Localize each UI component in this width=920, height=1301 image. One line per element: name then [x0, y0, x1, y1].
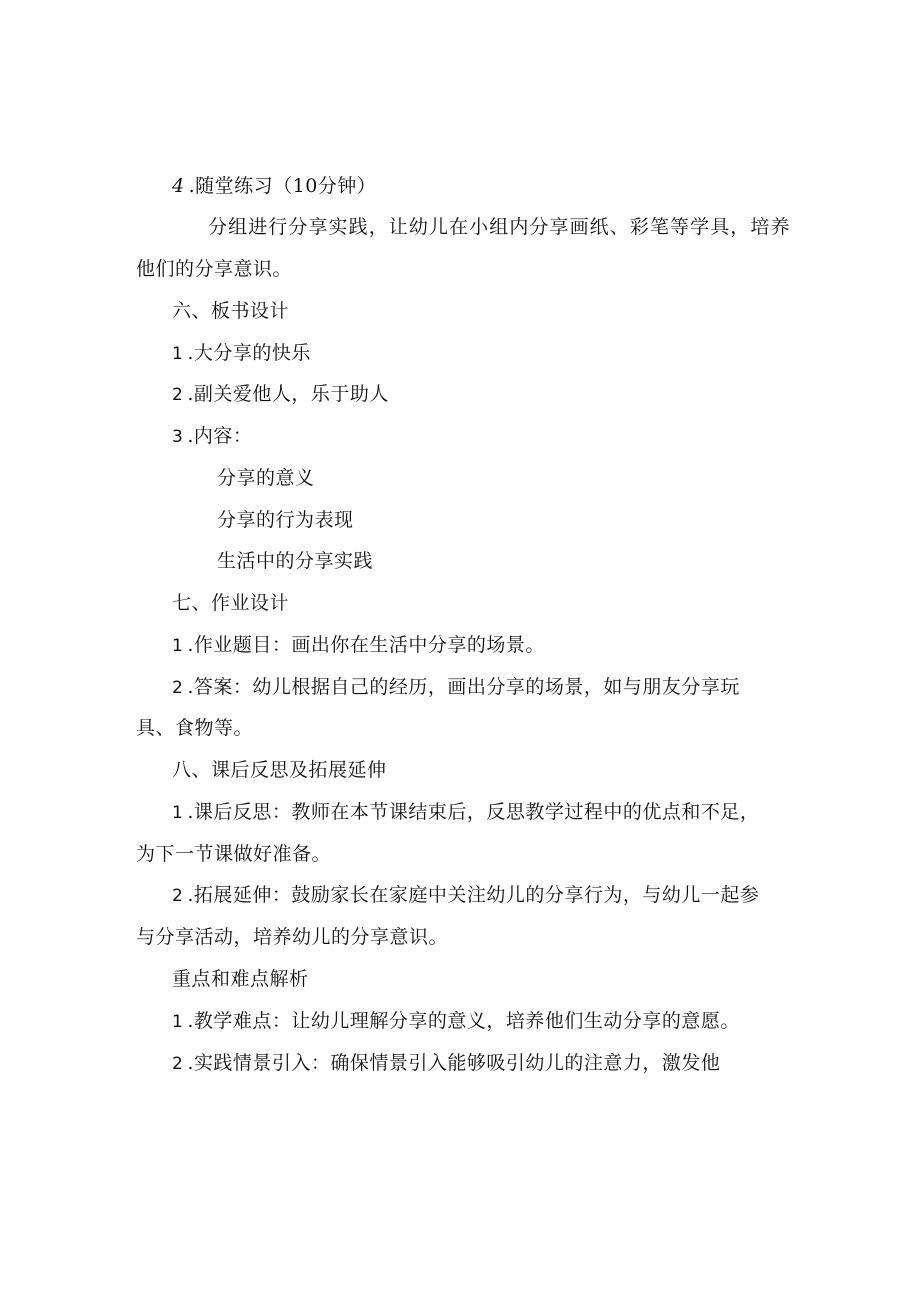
board-item-1-number: 1: [172, 344, 184, 364]
homework-item-2-text-line1: .答案：幼儿根据自己的经历，画出分享的场景，如与朋友分享玩: [187, 676, 740, 698]
board-sub-item-3: 生活中的分享实践: [217, 550, 374, 572]
practice-paragraph-line1: 分组进行分享实践，让幼儿在小组内分享画纸、彩笔等学具，培养: [208, 216, 790, 238]
practice-paragraph-line2: 他们的分享意识。: [136, 258, 293, 280]
homework-item-2-line2: 具、食物等。: [136, 717, 254, 739]
board-item-3: [172, 423, 252, 450]
reflection-item-1-line1: [172, 799, 759, 826]
board-item-3-number: 3: [172, 427, 184, 447]
homework-item-1-number: 1: [172, 636, 184, 656]
keypoints-item-1: [172, 1008, 740, 1035]
reflection-item-2-line2: 与分享活动，培养幼儿的分享意识。: [136, 926, 449, 948]
board-item-3-text: .内容：: [187, 425, 253, 447]
keypoints-heading: 重点和难点解析: [172, 968, 309, 990]
keypoints-item-1-number: 1: [172, 1012, 184, 1032]
reflection-item-2-number: 2: [172, 886, 184, 906]
board-item-2: [172, 381, 389, 408]
keypoints-item-2-number: 2: [172, 1054, 184, 1074]
homework-item-2-line1: [172, 674, 740, 701]
reflection-item-2-line1: [172, 882, 759, 909]
reflection-heading: 八、课后反思及拓展延伸: [172, 759, 387, 781]
board-item-2-text: .副关爱他人，乐于助人: [187, 383, 389, 405]
homework-item-1: [172, 632, 545, 659]
homework-heading: 七、作业设计: [172, 592, 290, 614]
reflection-item-2-text-line1: .拓展延伸：鼓励家长在家庭中关注幼儿的分享行为，与幼儿一起参: [187, 884, 760, 906]
keypoints-item-2-text: .实践情景引入：确保情景引入能够吸引幼儿的注意力，激发他: [187, 1052, 721, 1074]
board-sub-item-2: 分享的行为表现: [217, 509, 354, 531]
reflection-item-1-line2: 为下一节课做好准备。: [136, 843, 332, 865]
homework-item-1-text: .作业题目：画出你在生活中分享的场景。: [187, 634, 545, 656]
reflection-item-1-text-line1: .课后反思：教师在本节课结束后，反思教学过程中的优点和不足，: [187, 801, 760, 823]
keypoints-item-2: [172, 1050, 720, 1077]
practice-number: 4: [172, 175, 185, 197]
homework-item-2-number: 2: [172, 678, 184, 698]
reflection-item-1-number: 1: [172, 803, 184, 823]
board-item-2-number: 2: [172, 385, 184, 405]
board-item-1-text: .大分享的快乐: [187, 342, 311, 364]
practice-title: .随堂练习（10分钟）: [188, 175, 377, 197]
board-item-1: [172, 340, 311, 367]
keypoints-item-1-text: .教学难点：让幼儿理解分享的意义，培养他们生动分享的意愿。: [187, 1010, 740, 1032]
board-heading: 六、板书设计: [172, 300, 290, 322]
practice-title-line: [172, 173, 376, 199]
board-sub-item-1: 分享的意义: [217, 467, 315, 489]
